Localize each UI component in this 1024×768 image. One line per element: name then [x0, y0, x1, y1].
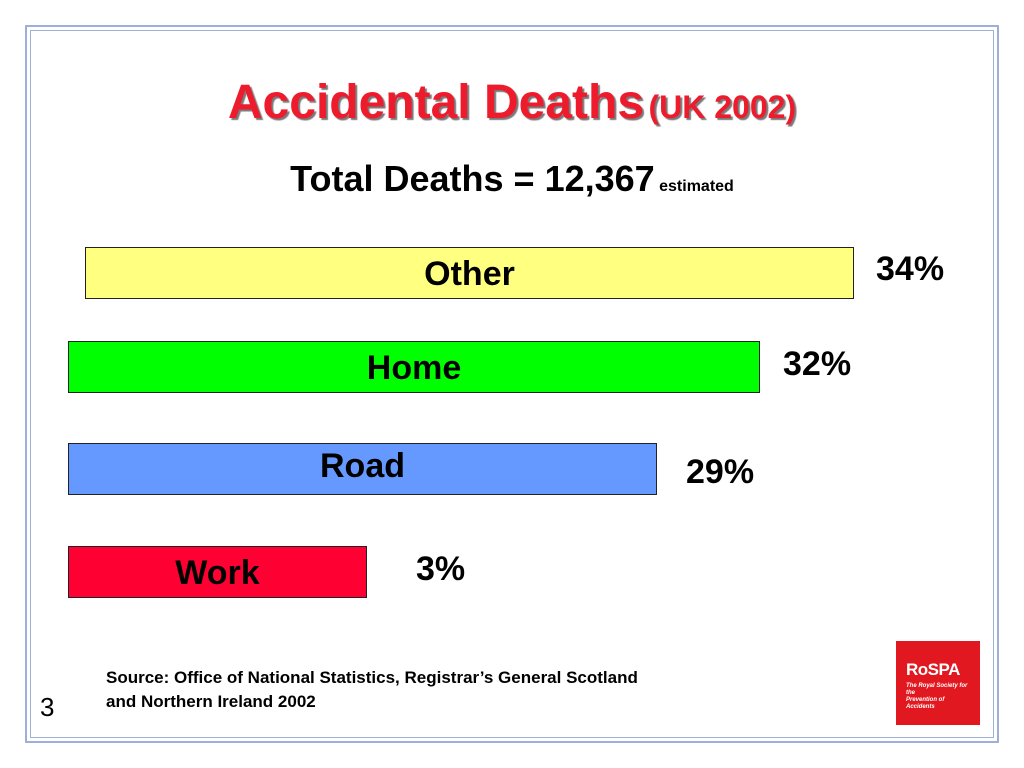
bar-label-other: Other [424, 254, 515, 293]
logo-tagline [906, 683, 974, 711]
bar-work [68, 546, 367, 598]
estimated-note: estimated [659, 178, 734, 195]
value-label-work: 3% [416, 550, 466, 588]
slide-subtitle [0, 158, 1024, 208]
source-line-2: and Northern Ireland 2002 [106, 692, 316, 711]
bar-home [68, 341, 760, 393]
rospa-logo [896, 641, 980, 725]
total-deaths-text: Total Deaths = 12,367 [290, 158, 655, 199]
bar-other [85, 247, 854, 299]
title-main: Accidental Deaths [227, 76, 645, 129]
source-line-1: Source: Office of National Statistics, Registrar’s General Scotland [106, 668, 638, 687]
bar-label-work: Work [175, 553, 260, 592]
value-label-other: 34% [876, 250, 945, 288]
logo-name: RoSPA [906, 660, 960, 679]
bar-road [68, 443, 657, 495]
title-sub: (UK 2002) [648, 89, 797, 125]
slide-title [0, 75, 1024, 145]
source-note [106, 666, 826, 714]
logo-tagline-line-2: Prevention of Accidents [906, 697, 945, 710]
page-number: 3 [40, 692, 55, 722]
bar-label-home: Home [366, 348, 462, 387]
logo-tagline-line-1: The Royal Society for the [906, 683, 968, 696]
value-label-road: 29% [686, 453, 755, 491]
bar-label-road: Road [320, 446, 405, 485]
value-label-home: 32% [783, 345, 852, 383]
